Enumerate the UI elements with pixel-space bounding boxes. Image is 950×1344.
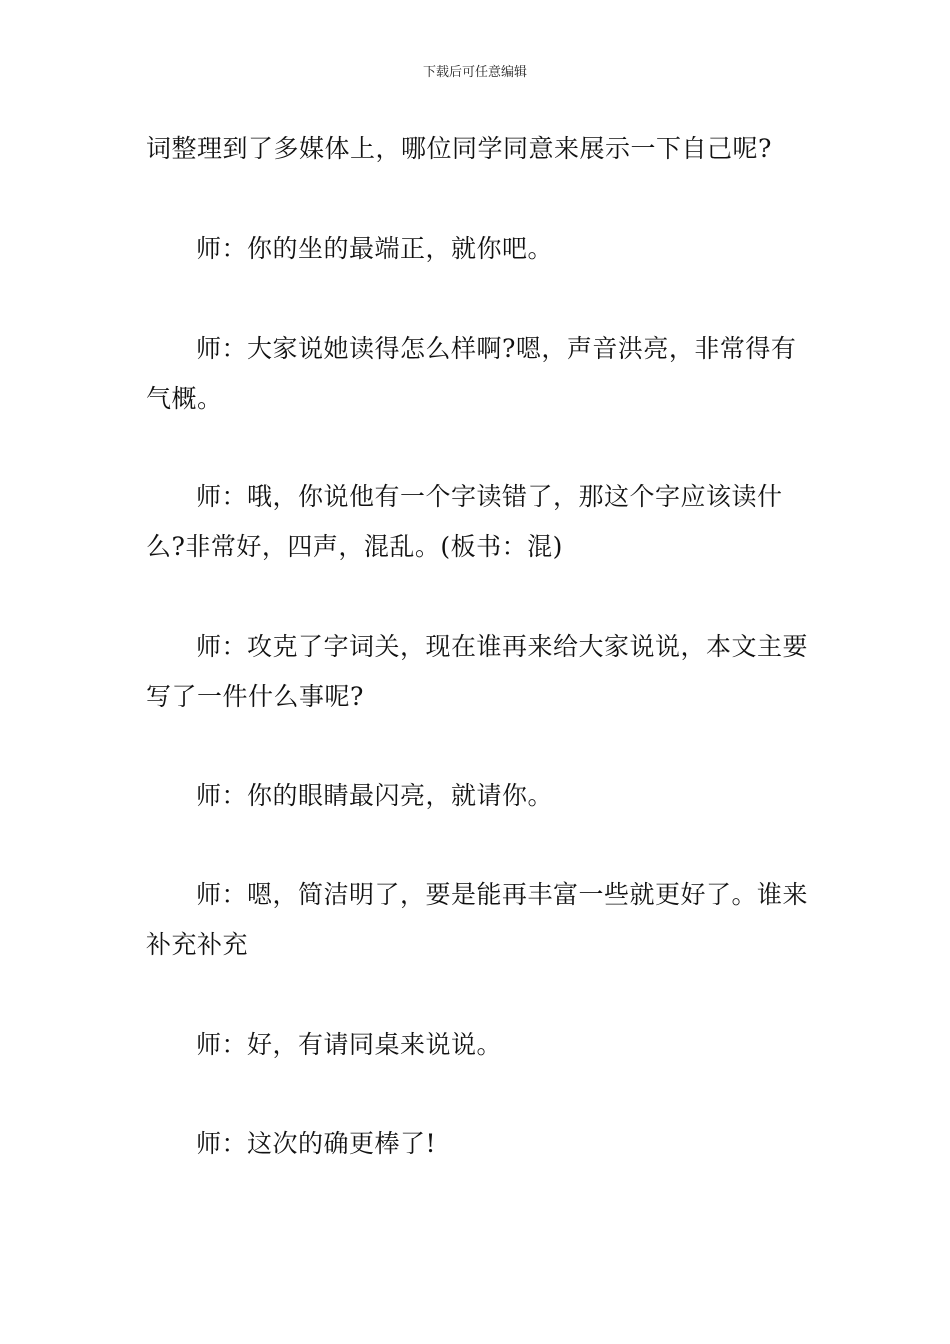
paragraph-8: 师：好，有请同桌来说说。 — [196, 1030, 503, 1059]
paragraph-2: 师：你的坐的最端正，就你吧。 — [196, 234, 554, 263]
paragraph-3: 师：大家说她读得怎么样啊?嗯，声音洪亮，非常得有气概。 — [146, 334, 797, 413]
paragraph-6: 师：你的眼睛最闪亮，就请你。 — [196, 781, 554, 810]
paragraph-7: 师：嗯，简洁明了，要是能再丰富一些就更好了。谁来补充补充 — [146, 880, 809, 959]
paragraph-5: 师：攻克了字词关，现在谁再来给大家说说，本文主要写了一件什么事呢? — [146, 632, 809, 711]
paragraph-4: 师：哦，你说他有一个字读错了，那这个字应该读什么?非常好，四声，混乱。(板书：混) — [146, 482, 783, 561]
page-header: 下载后可任意编辑 — [422, 65, 527, 80]
paragraph-1: 词整理到了多媒体上，哪位同学同意来展示一下自己呢? — [146, 134, 772, 163]
paragraph-9: 师：这次的确更棒了! — [196, 1129, 437, 1158]
